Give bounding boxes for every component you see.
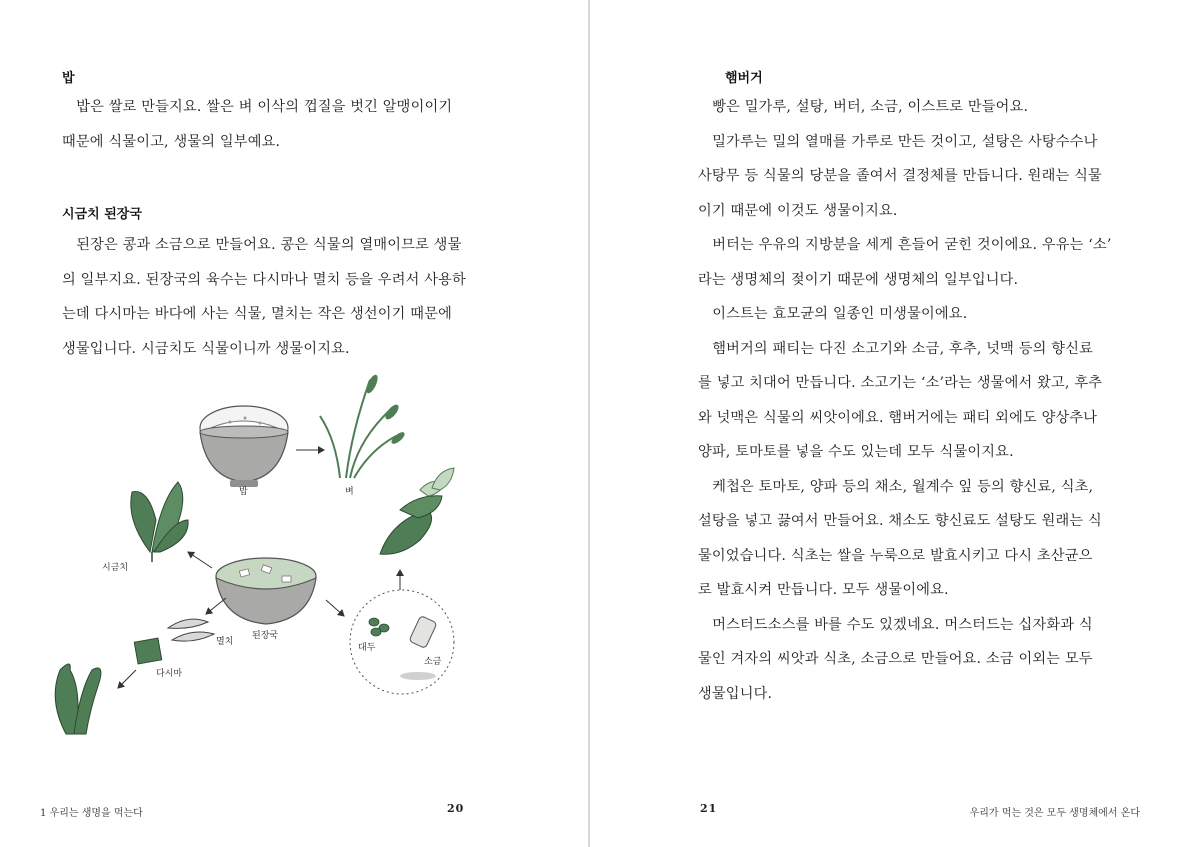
text-line: 케첩은 토마토, 양파 등의 채소, 월계수 잎 등의 향신료, 식초,: [712, 478, 1094, 495]
paragraph-patty: [698, 332, 1142, 470]
text-line: 머스터드소스를 바를 수도 있겠네요. 머스터드는 십자화과 식: [712, 616, 1093, 633]
paragraph-ketchup: [698, 470, 1142, 608]
text-line: 라는 생명체의 젖이기 때문에 생명체의 일부입니다.: [698, 271, 1019, 288]
left-running-footer: 1 우리는 생명을 먹는다: [40, 808, 143, 819]
paragraph-butter: [698, 228, 1142, 297]
ingredients-circle: [350, 590, 454, 694]
section-heading-soup: 시금치 된장국: [62, 207, 142, 222]
paragraph-bread: [698, 90, 1142, 125]
text-line: 설탕을 넣고 끓여서 만들어요. 채소도 향신료도 설탕도 원래는 식: [698, 513, 1102, 529]
text-line: 이기 때문에 이것도 생물이지요.: [698, 202, 898, 219]
seaweed-icon: [55, 664, 101, 734]
section-heading-hamburger: 햄버거: [725, 71, 763, 86]
arrow-soup-to-anchovy: [206, 598, 226, 614]
left-page-number: 20: [447, 802, 465, 815]
text-line: 이스트는 효모균의 일종인 미생물이에요.: [712, 306, 968, 322]
text-line: 밥은 쌀로 만들지요. 쌀은 벼 이삭의 껍질을 벗긴 알맹이이기: [76, 99, 453, 115]
text-line: 사탕무 등 식물의 당분을 졸여서 결정체를 만듭니다. 원래는 식물: [698, 168, 1102, 184]
left-page: [0, 0, 588, 847]
label-rice-plant: 벼: [345, 487, 354, 497]
text-line: 물인 겨자의 씨앗과 식초, 소금으로 만들어요. 소금 이외는 모두: [698, 651, 1093, 667]
paragraph-soup: [62, 228, 482, 366]
label-anchovy: 멸치: [216, 637, 234, 647]
text-line: 된장은 콩과 소금으로 만들어요. 콩은 식물의 열매이므로 생물: [76, 237, 462, 253]
text-line: 생물입니다. 시금치도 식물이니까 생물이지요.: [62, 340, 350, 357]
paragraph-yeast: [698, 297, 1142, 332]
text-line: 버터는 우유의 지방분을 세게 흔들어 굳힌 것이에요. 우유는 ‘소’: [712, 237, 1112, 253]
right-page-number: 21: [700, 802, 718, 815]
right-page: [590, 0, 1182, 847]
text-line: 양파, 토마토를 넣을 수도 있는데 모두 식물이지요.: [698, 444, 1014, 460]
arrow-kelp-to-seaweed: [118, 670, 136, 688]
text-line: 밀가루는 밀의 열매를 가루로 만든 것이고, 설탕은 사탕수수나: [712, 133, 1098, 150]
text-line: 햄버거의 패티는 다진 소고기와 소금, 후추, 넛맥 등의 향신료: [712, 340, 1094, 357]
text-line: 로 발효시켜 만듭니다. 모두 생물이에요.: [698, 582, 949, 598]
text-line: 물이었습니다. 식초는 쌀을 누룩으로 발효시키고 다시 초산균으: [698, 547, 1093, 564]
text-line: 생물입니다.: [698, 685, 773, 702]
label-rice: 밥: [239, 487, 248, 497]
food-origin-illustration: [40, 370, 480, 740]
label-salt: 소금: [424, 657, 442, 667]
doenjang-soup-bowl-icon: [216, 558, 316, 624]
paragraph-mustard: [698, 608, 1142, 712]
label-soybean: 대두: [358, 643, 376, 653]
soybean-icon: [369, 618, 389, 636]
section-heading-rice: 밥: [62, 71, 75, 86]
spinach-icon: [131, 482, 188, 562]
label-soup: 된장국: [252, 631, 279, 641]
text-line: 를 넣고 치대어 만듭니다. 소고기는 ‘소’라는 생물에서 왔고, 후추: [698, 375, 1103, 391]
paragraph-flour-sugar: [698, 125, 1142, 229]
arrow-soup-to-ingredients: [326, 600, 344, 616]
salt-shaker-icon: [400, 616, 437, 680]
text-line: 와 넛맥은 식물의 씨앗이에요. 햄버거에는 패티 외에도 양상추나: [698, 409, 1098, 426]
text-line: 의 일부지요. 된장국의 육수는 다시마나 멸치 등을 우려서 사용하: [62, 271, 466, 288]
hamburger-body: [698, 90, 1142, 711]
anchovy-icon: [168, 619, 214, 641]
kelp-sheet-icon: [134, 638, 161, 664]
label-kelp: 다시마: [156, 669, 183, 679]
soybean-pod-icon: [380, 468, 454, 554]
right-running-footer: 우리가 먹는 것은 모두 생명체에서 온다: [969, 808, 1140, 819]
rice-bowl-icon: [200, 406, 288, 487]
text-line: 는데 다시마는 바다에 사는 식물, 멸치는 작은 생선이기 때문에: [62, 306, 453, 322]
text-line: 빵은 밀가루, 설탕, 버터, 소금, 이스트로 만들어요.: [712, 99, 1029, 115]
rice-plant-icon: [320, 373, 406, 478]
paragraph-rice: [62, 90, 482, 159]
label-spinach: 시금치: [102, 563, 129, 573]
text-line: 때문에 식물이고, 생물의 일부예요.: [62, 133, 281, 150]
arrow-soup-to-spinach: [188, 552, 212, 568]
